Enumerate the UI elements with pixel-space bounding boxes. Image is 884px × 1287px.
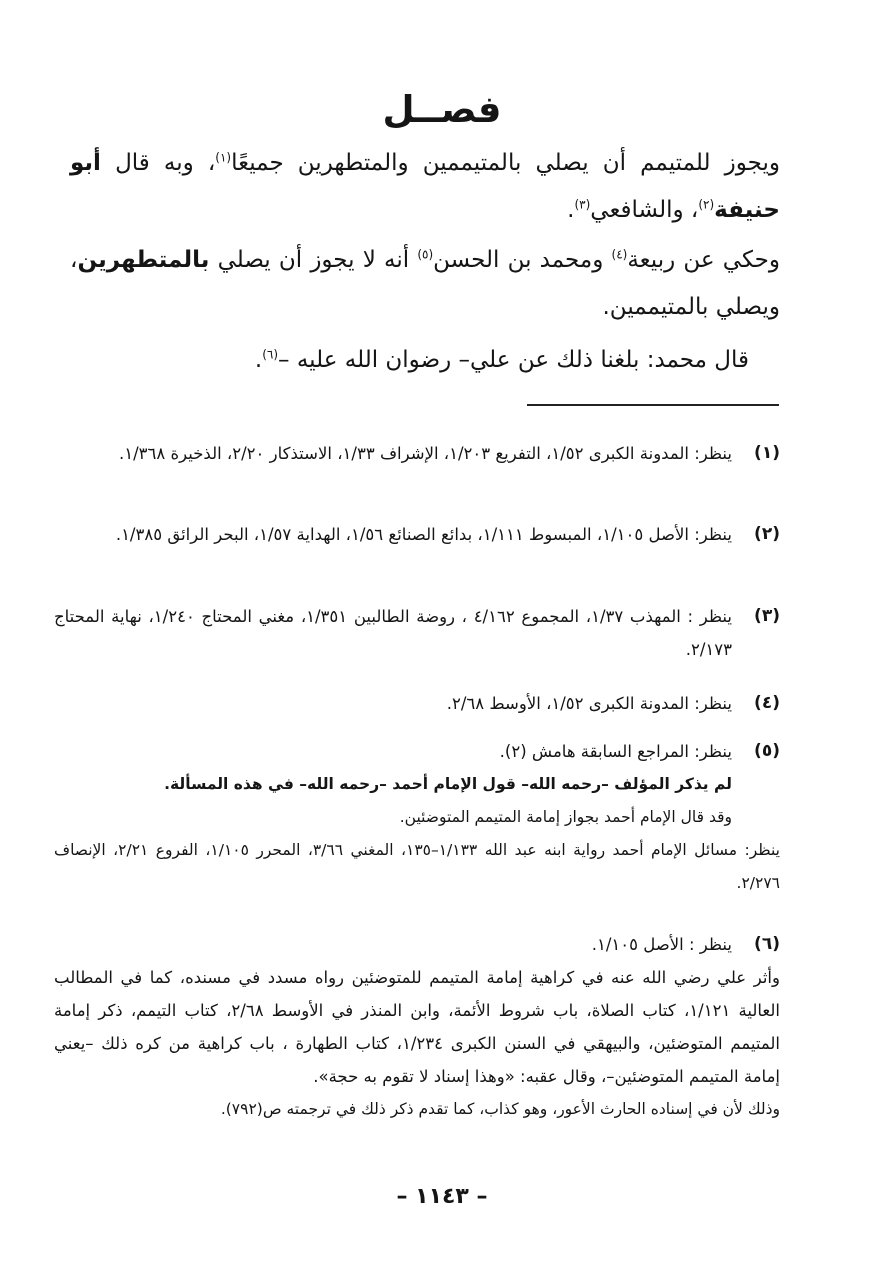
- footnote-separator: [527, 404, 779, 406]
- footnote-2: [54, 518, 780, 551]
- section-heading: فصــل: [382, 88, 502, 131]
- footnote-ref-5: (٥): [417, 247, 434, 262]
- p1-text-c: أبو حنيفة: [70, 150, 780, 223]
- footnote-text: ينظر: المدونة الكبرى ١/٥٢، التفريع ١/٢٠٣، الإشراف ١/٣٣، الاستذكار ٢/٢٠، الذخيرة ١/٣٦٨.: [118, 444, 732, 463]
- p1-text-a: ويجوز للمتيمم أن يصلي بالمتيممين والمتطهرين جميعًا: [231, 150, 780, 176]
- p3-text-b: .: [254, 347, 263, 373]
- footnote-number: (٦): [754, 934, 780, 954]
- footnote-4: [54, 687, 780, 720]
- footnote-ref-6: (٦): [262, 347, 279, 362]
- p3-text-a: قال محمد: بلغنا ذلك عن علي– رضوان الله عليه –: [278, 347, 749, 373]
- footnote-text: ينظر : المهذب ١/٣٧، المجموع ٤/١٦٢ ، روضة الطالبين ١/٣٥١، مغني المحتاج ١/٢٤٠، نهاية المحتاج ٢/١٧٣.: [54, 607, 732, 659]
- p1-text-e: .: [567, 197, 575, 223]
- footnote-text: لم يذكر المؤلف –رحمه الله– قول الإمام أحمد –رحمه الله– في هذه المسألة.: [164, 775, 732, 793]
- footnote-number: (٤): [754, 693, 780, 713]
- p1-text-b: ، وبه قال: [100, 150, 216, 176]
- p2-text-a: وحكي عن ربيعة: [627, 247, 780, 273]
- footnote-text: وأثر علي رضي الله عنه في كراهية إمامة المتيمم للمتوضئين رواه مسدد في مسنده، كما في المطالب العالية ١/١٢١، كتاب الصلاة، باب شروط الأئمة، وابن المنذر في الأوسط ٢/٦٨، كتاب التيمم، ذكر إمامة المتيمم المتوضئين، والبيهقي في السنن الكبرى ١/٢٣٤، كتاب الطهارة ، باب كراهية من كره ذلك –يعني إمامة المتيمم المتوضئين–، وقال عقبه: «وهذا إسناد لا تقوم به حجة».: [54, 968, 780, 1086]
- footnote-text: ينظر: مسائل الإمام أحمد رواية ابنه عبد الله ١/١٣٣–١٣٥، المغني ٣/٦٦، المحرر ١/١٠٥، الفروع ٢/٢١، الإنصاف ٢/٢٧٦.: [54, 841, 780, 892]
- paragraph-1: [70, 140, 780, 234]
- footnote-ref-3: (٣): [574, 197, 591, 212]
- p2-text-d: بالمتطهرين: [77, 247, 210, 273]
- paragraph-3: [69, 337, 749, 384]
- footnote-1: [54, 437, 780, 470]
- footnote-number: (٣): [754, 606, 780, 626]
- footnote-text: ينظر: المدونة الكبرى ١/٥٢، الأوسط ٢/٦٨.: [446, 694, 732, 713]
- p2-text-b: ومحمد بن الحسن: [433, 247, 612, 273]
- p2-text-e: ، ويصلي بالمتيممين.: [70, 247, 780, 320]
- footnote-number: (٢): [754, 524, 780, 544]
- footnote-text: وذلك لأن في إسناده الحارث الأعور، وهو كذاب، كما تقدم ذكر ذلك في ترجمته ص(٧٩٢).: [220, 1100, 780, 1118]
- footnote-3: [54, 600, 780, 666]
- footnote-text: وقد قال الإمام أحمد بجواز إمامة المتيمم المتوضئين.: [399, 808, 732, 826]
- p1-text-d: ، والشافعي: [590, 197, 699, 223]
- footnote-ref-1: (١): [215, 150, 232, 165]
- footnote-text: ينظر: الأصل ١/١٠٥، المبسوط ١/١١١، بدائع الصنائع ١/٥٦، الهداية ١/٥٧، البحر الرائق ١/٣٨٥.: [115, 525, 732, 544]
- footnote-text: ينظر: المراجع السابقة هامش (٢).: [499, 742, 732, 761]
- footnote-number: (٥): [754, 741, 780, 761]
- page-number: – ١١٤٣ –: [396, 1184, 488, 1209]
- footnote-ref-4: (٤): [611, 247, 628, 262]
- paragraph-2: [70, 237, 780, 331]
- footnote-number: (١): [754, 443, 780, 463]
- footnote-6: [54, 928, 780, 1126]
- footnote-5: [54, 735, 780, 900]
- footnote-text: ينظر : الأصل ١/١٠٥.: [591, 935, 732, 954]
- p2-text-c: أنه لا يجوز أن يصلي: [209, 247, 418, 273]
- footnote-ref-2: (٢): [698, 197, 715, 212]
